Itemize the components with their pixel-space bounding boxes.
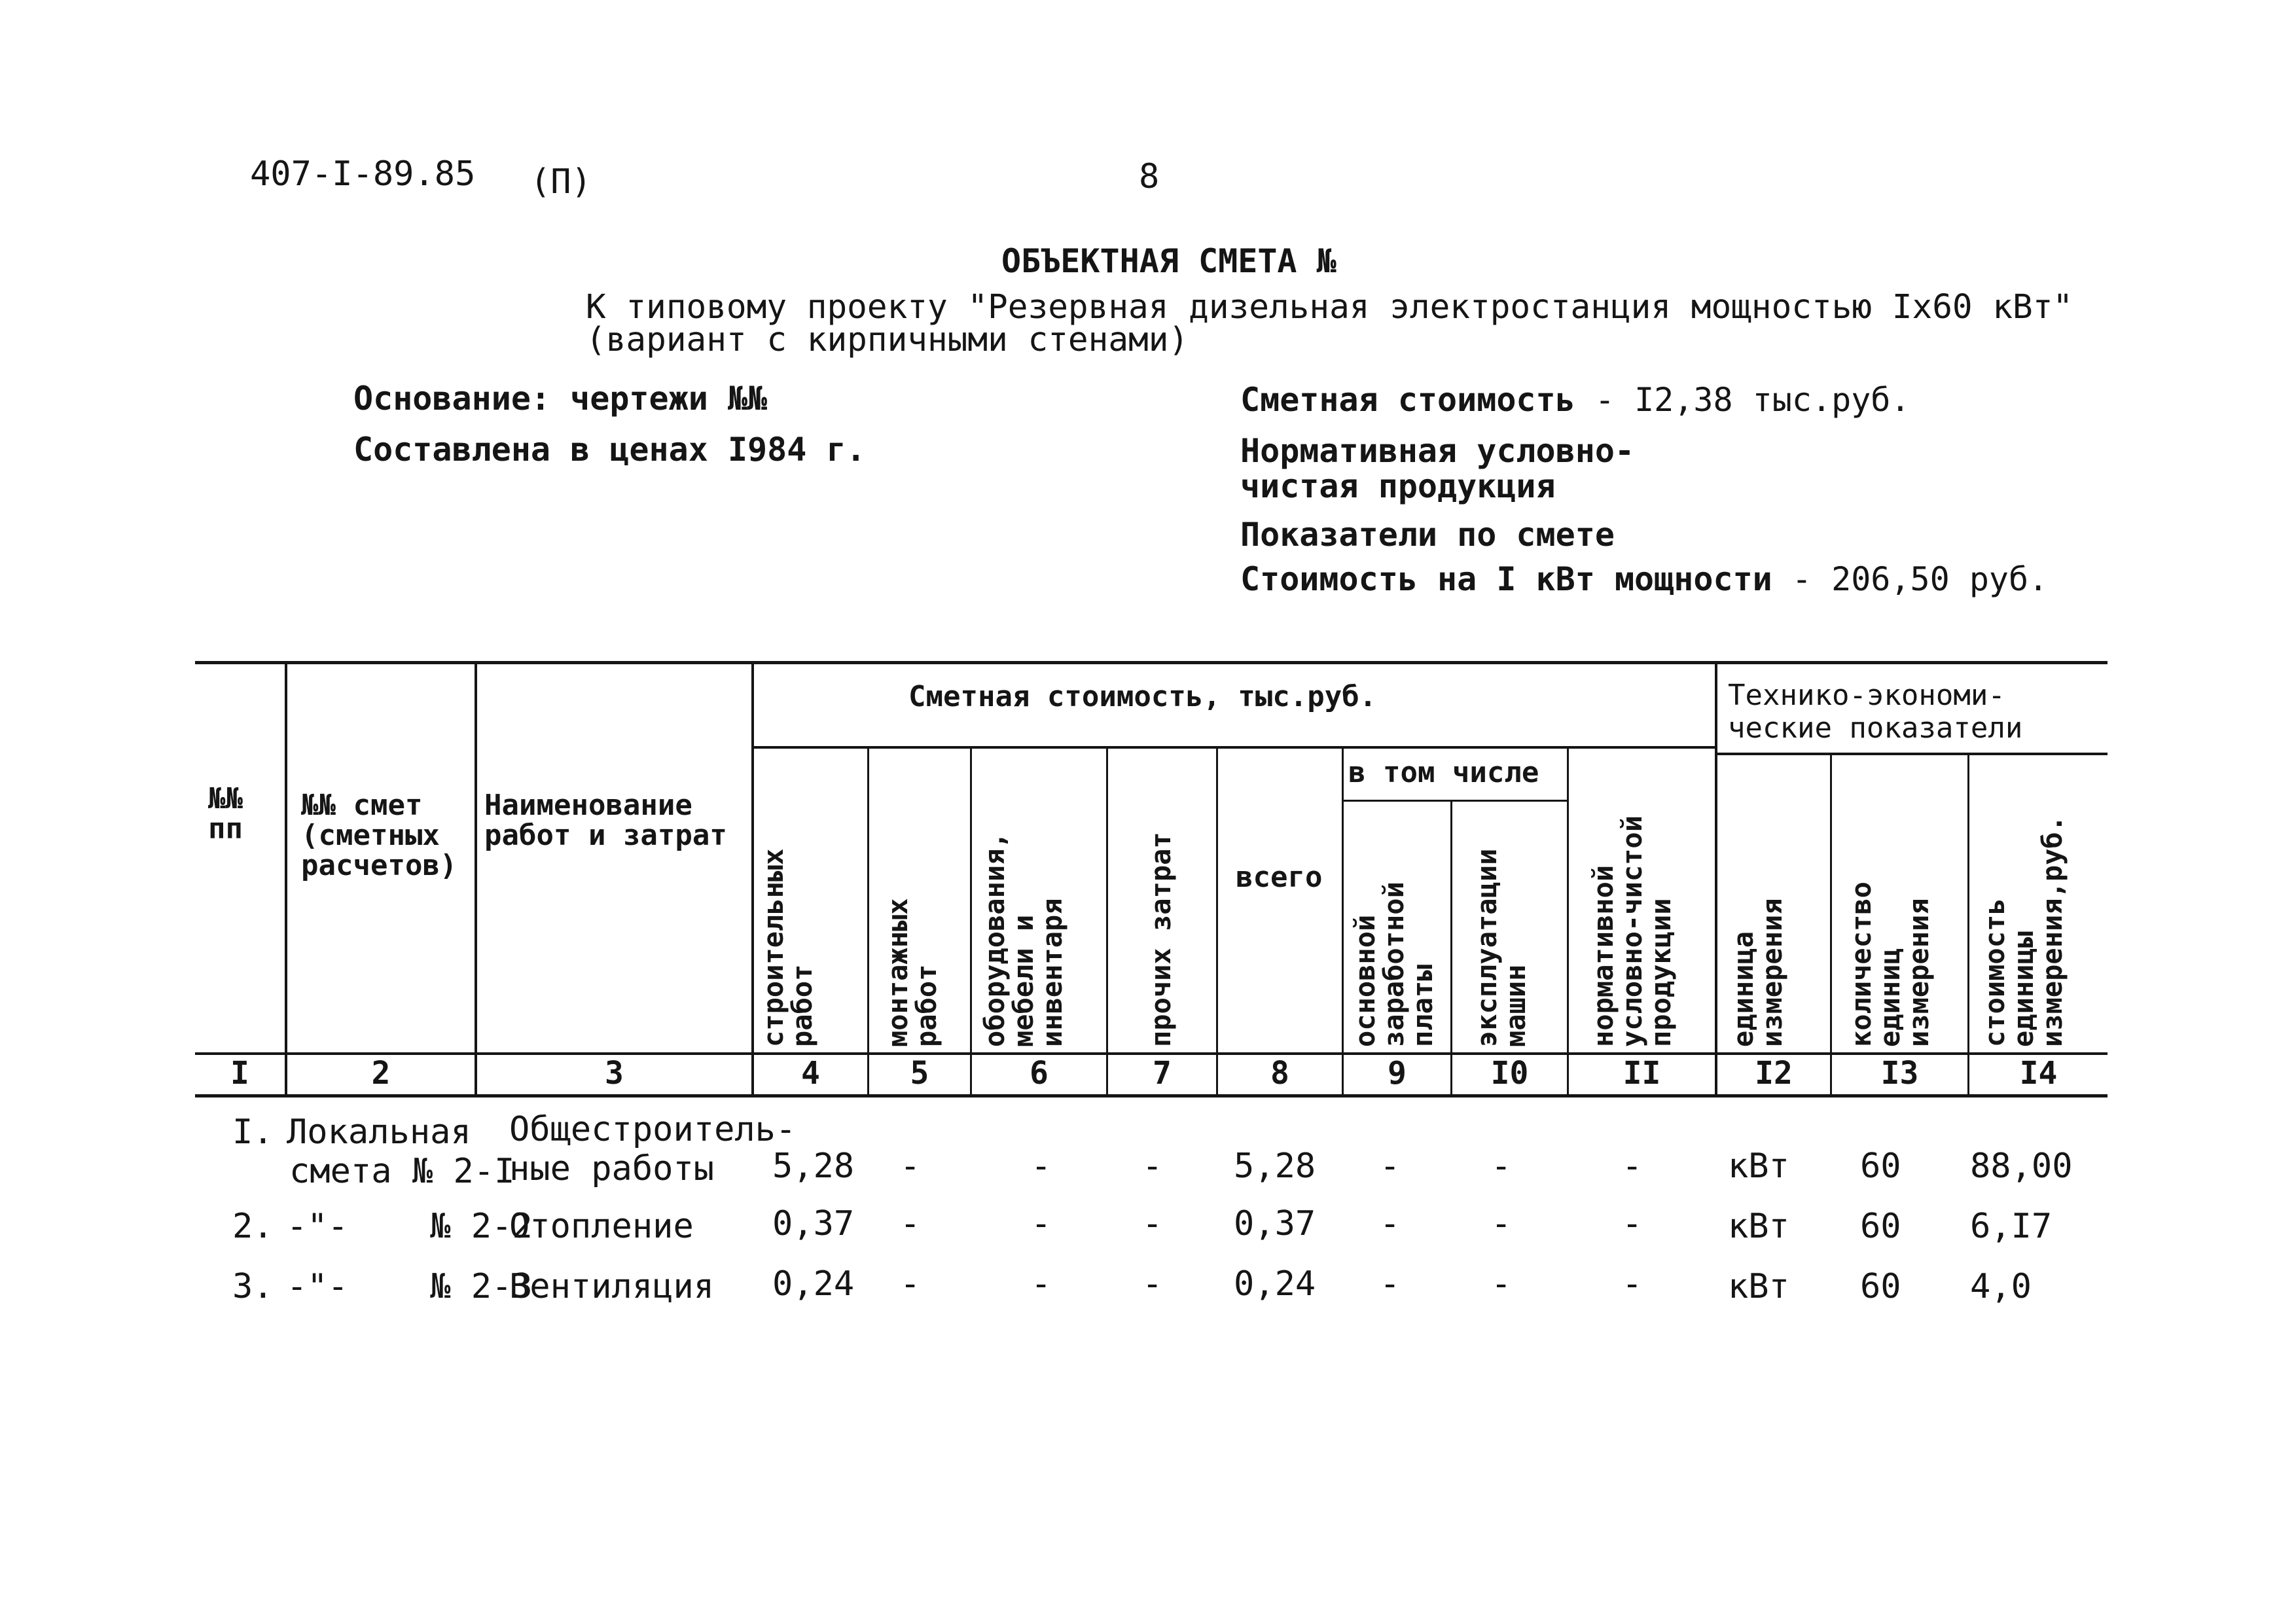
cell-wages: - <box>1380 1204 1401 1243</box>
table-vrule <box>1342 746 1344 1096</box>
col-number: 3 <box>605 1055 624 1092</box>
col-header-nn: №№ пп <box>208 782 243 846</box>
cell-total: 5,28 <box>1234 1147 1316 1186</box>
cell-installation: - <box>900 1264 921 1304</box>
cell-normative: - <box>1622 1204 1643 1243</box>
row-name: ные работы <box>509 1149 715 1188</box>
cell-machines: - <box>1491 1264 1512 1304</box>
row-estimate: смета № 2-I <box>289 1152 515 1191</box>
table-vrule <box>1106 746 1108 1096</box>
col-number: I3 <box>1880 1055 1919 1092</box>
estimated-cost-value: - I2,38 тыс.руб. <box>1594 381 1910 419</box>
group-cost-rule <box>753 746 1716 749</box>
col-number: I0 <box>1490 1055 1529 1092</box>
col-number: 2 <box>371 1055 391 1092</box>
cell-construction: 0,24 <box>772 1264 855 1304</box>
estimated-cost-label: Сметная стоимость <box>1240 381 1575 419</box>
cell-qty: 60 <box>1860 1207 1901 1246</box>
cell-construction: 5,28 <box>772 1147 855 1186</box>
table-vrule <box>867 746 869 1096</box>
table-vrule <box>1567 746 1569 1096</box>
col-number: 7 <box>1153 1055 1172 1092</box>
cell-other: - <box>1142 1204 1163 1243</box>
table-vrule <box>970 746 972 1096</box>
table-vrule <box>1216 746 1218 1096</box>
col-header-estimates: №№ смет (сметных расчетов) <box>301 789 457 882</box>
project-subtitle-line2: (вариант с кирпичными стенами) <box>586 321 1189 359</box>
col-number: I <box>230 1055 249 1092</box>
cell-normative: - <box>1622 1264 1643 1304</box>
row-name: Отопление <box>509 1207 694 1246</box>
cell-machines: - <box>1491 1204 1512 1243</box>
row-number: 3. <box>232 1267 274 1306</box>
including-header: в том числе <box>1348 756 1539 789</box>
col-header-construction: строительных работ <box>757 848 818 1047</box>
group-tech-rule <box>1716 753 2108 755</box>
group-header-tech-line1: Технико-экономи- <box>1728 679 2005 712</box>
table-vrule <box>1967 753 1969 1096</box>
row-estimate: Локальная <box>287 1113 471 1152</box>
cell-total: 0,37 <box>1234 1204 1316 1243</box>
cell-unit-cost: 4,0 <box>1970 1267 2032 1306</box>
cell-machines: - <box>1491 1147 1512 1186</box>
cell-wages: - <box>1380 1264 1401 1304</box>
cell-installation: - <box>900 1204 921 1243</box>
group-header-tech-line2: ческие показатели <box>1728 711 2023 745</box>
col-header-unit-cost: стоимость единицы измерения,руб. <box>1979 815 2068 1047</box>
col-header-wages: основной заработной платы <box>1349 882 1439 1047</box>
cell-other: - <box>1142 1264 1163 1304</box>
cell-equipment: - <box>1031 1264 1052 1304</box>
col-header-unit: единица измерения <box>1727 898 1788 1047</box>
cell-total: 0,24 <box>1234 1264 1316 1304</box>
row-name: Общестроитель- <box>509 1110 797 1149</box>
col-header-name: Наименование работ и затрат <box>484 789 727 852</box>
col-number: I2 <box>1755 1055 1793 1092</box>
table-vrule <box>1450 800 1452 1096</box>
col-number: 9 <box>1388 1055 1407 1092</box>
number-row-bottom-rule <box>195 1094 2108 1097</box>
table-top-rule <box>195 661 2108 664</box>
cell-construction: 0,37 <box>772 1204 855 1243</box>
cell-equipment: - <box>1031 1204 1052 1243</box>
col-number: 4 <box>801 1055 820 1092</box>
project-subtitle-line1: К типовому проекту "Резервная дизельная электростанция мощностью Iх60 кВт" <box>586 288 2073 327</box>
row-estimate: -"- № 2-3 <box>287 1267 533 1306</box>
col-number: II <box>1623 1055 1661 1092</box>
cost-per-kw <box>1240 560 2048 598</box>
col-header-qty: количество единиц измерения <box>1845 882 1935 1047</box>
col-number: 8 <box>1270 1055 1289 1092</box>
cell-wages: - <box>1380 1147 1401 1186</box>
col-number: I4 <box>2019 1055 2058 1092</box>
col-header-total: всего <box>1236 861 1323 894</box>
row-number: 2. <box>232 1207 274 1246</box>
cell-normative: - <box>1622 1147 1643 1186</box>
cell-unit: кВт <box>1728 1207 1789 1246</box>
document-title: ОБЪЕКТНАЯ СМЕТА № <box>1001 242 1336 280</box>
table-vrule <box>1715 661 1717 1096</box>
cell-unit: кВт <box>1728 1147 1789 1186</box>
cell-other: - <box>1142 1147 1163 1186</box>
cell-installation: - <box>900 1147 921 1186</box>
cost-per-kw-value: - 206,50 руб. <box>1791 560 2049 598</box>
cell-equipment: - <box>1031 1147 1052 1186</box>
col-header-installation: монтажных работ <box>882 898 942 1047</box>
table-vrule <box>751 661 754 1096</box>
col-header-other: прочих затрат <box>1145 832 1177 1047</box>
col-number: 5 <box>910 1055 929 1092</box>
col-number: 6 <box>1030 1055 1049 1092</box>
row-number: I. <box>232 1113 274 1152</box>
normative-product-line1: Нормативная условно- <box>1240 432 1635 470</box>
cell-unit-cost: 88,00 <box>1970 1147 2073 1186</box>
cost-per-kw-label: Стоимость на I кВт мощности <box>1240 560 1772 598</box>
col-header-machines: эксплуатации машин <box>1471 848 1532 1047</box>
cell-qty: 60 <box>1860 1147 1901 1186</box>
cell-qty: 60 <box>1860 1267 1901 1306</box>
indicators-heading: Показатели по смете <box>1240 516 1615 554</box>
normative-product-line2: чистая продукция <box>1240 467 1556 505</box>
table-vrule <box>1830 753 1832 1096</box>
row-name: Вентиляция <box>509 1267 715 1306</box>
cell-unit-cost: 6,I7 <box>1970 1207 2053 1246</box>
table-vrule <box>285 661 287 1096</box>
including-rule <box>1343 800 1568 802</box>
cell-unit: кВт <box>1728 1267 1789 1306</box>
row-estimate: -"- № 2-2 <box>287 1207 533 1246</box>
table-vrule <box>475 661 477 1096</box>
prices-line: Составлена в ценах I984 г. <box>353 431 866 469</box>
page-number: 8 <box>1139 157 1160 196</box>
sheet-mark: (П) <box>530 162 592 202</box>
col-header-normative: нормативной условно-чистой продукции <box>1587 815 1677 1047</box>
group-header-cost: Сметная стоимость, тыс.руб. <box>908 680 1377 713</box>
document-code: 407-I-89.85 <box>250 154 476 194</box>
basis-line: Основание: чертежи №№ <box>353 380 768 418</box>
estimated-cost <box>1240 381 1910 419</box>
col-header-equipment: оборудования, мебели и инвентаря <box>978 832 1068 1047</box>
